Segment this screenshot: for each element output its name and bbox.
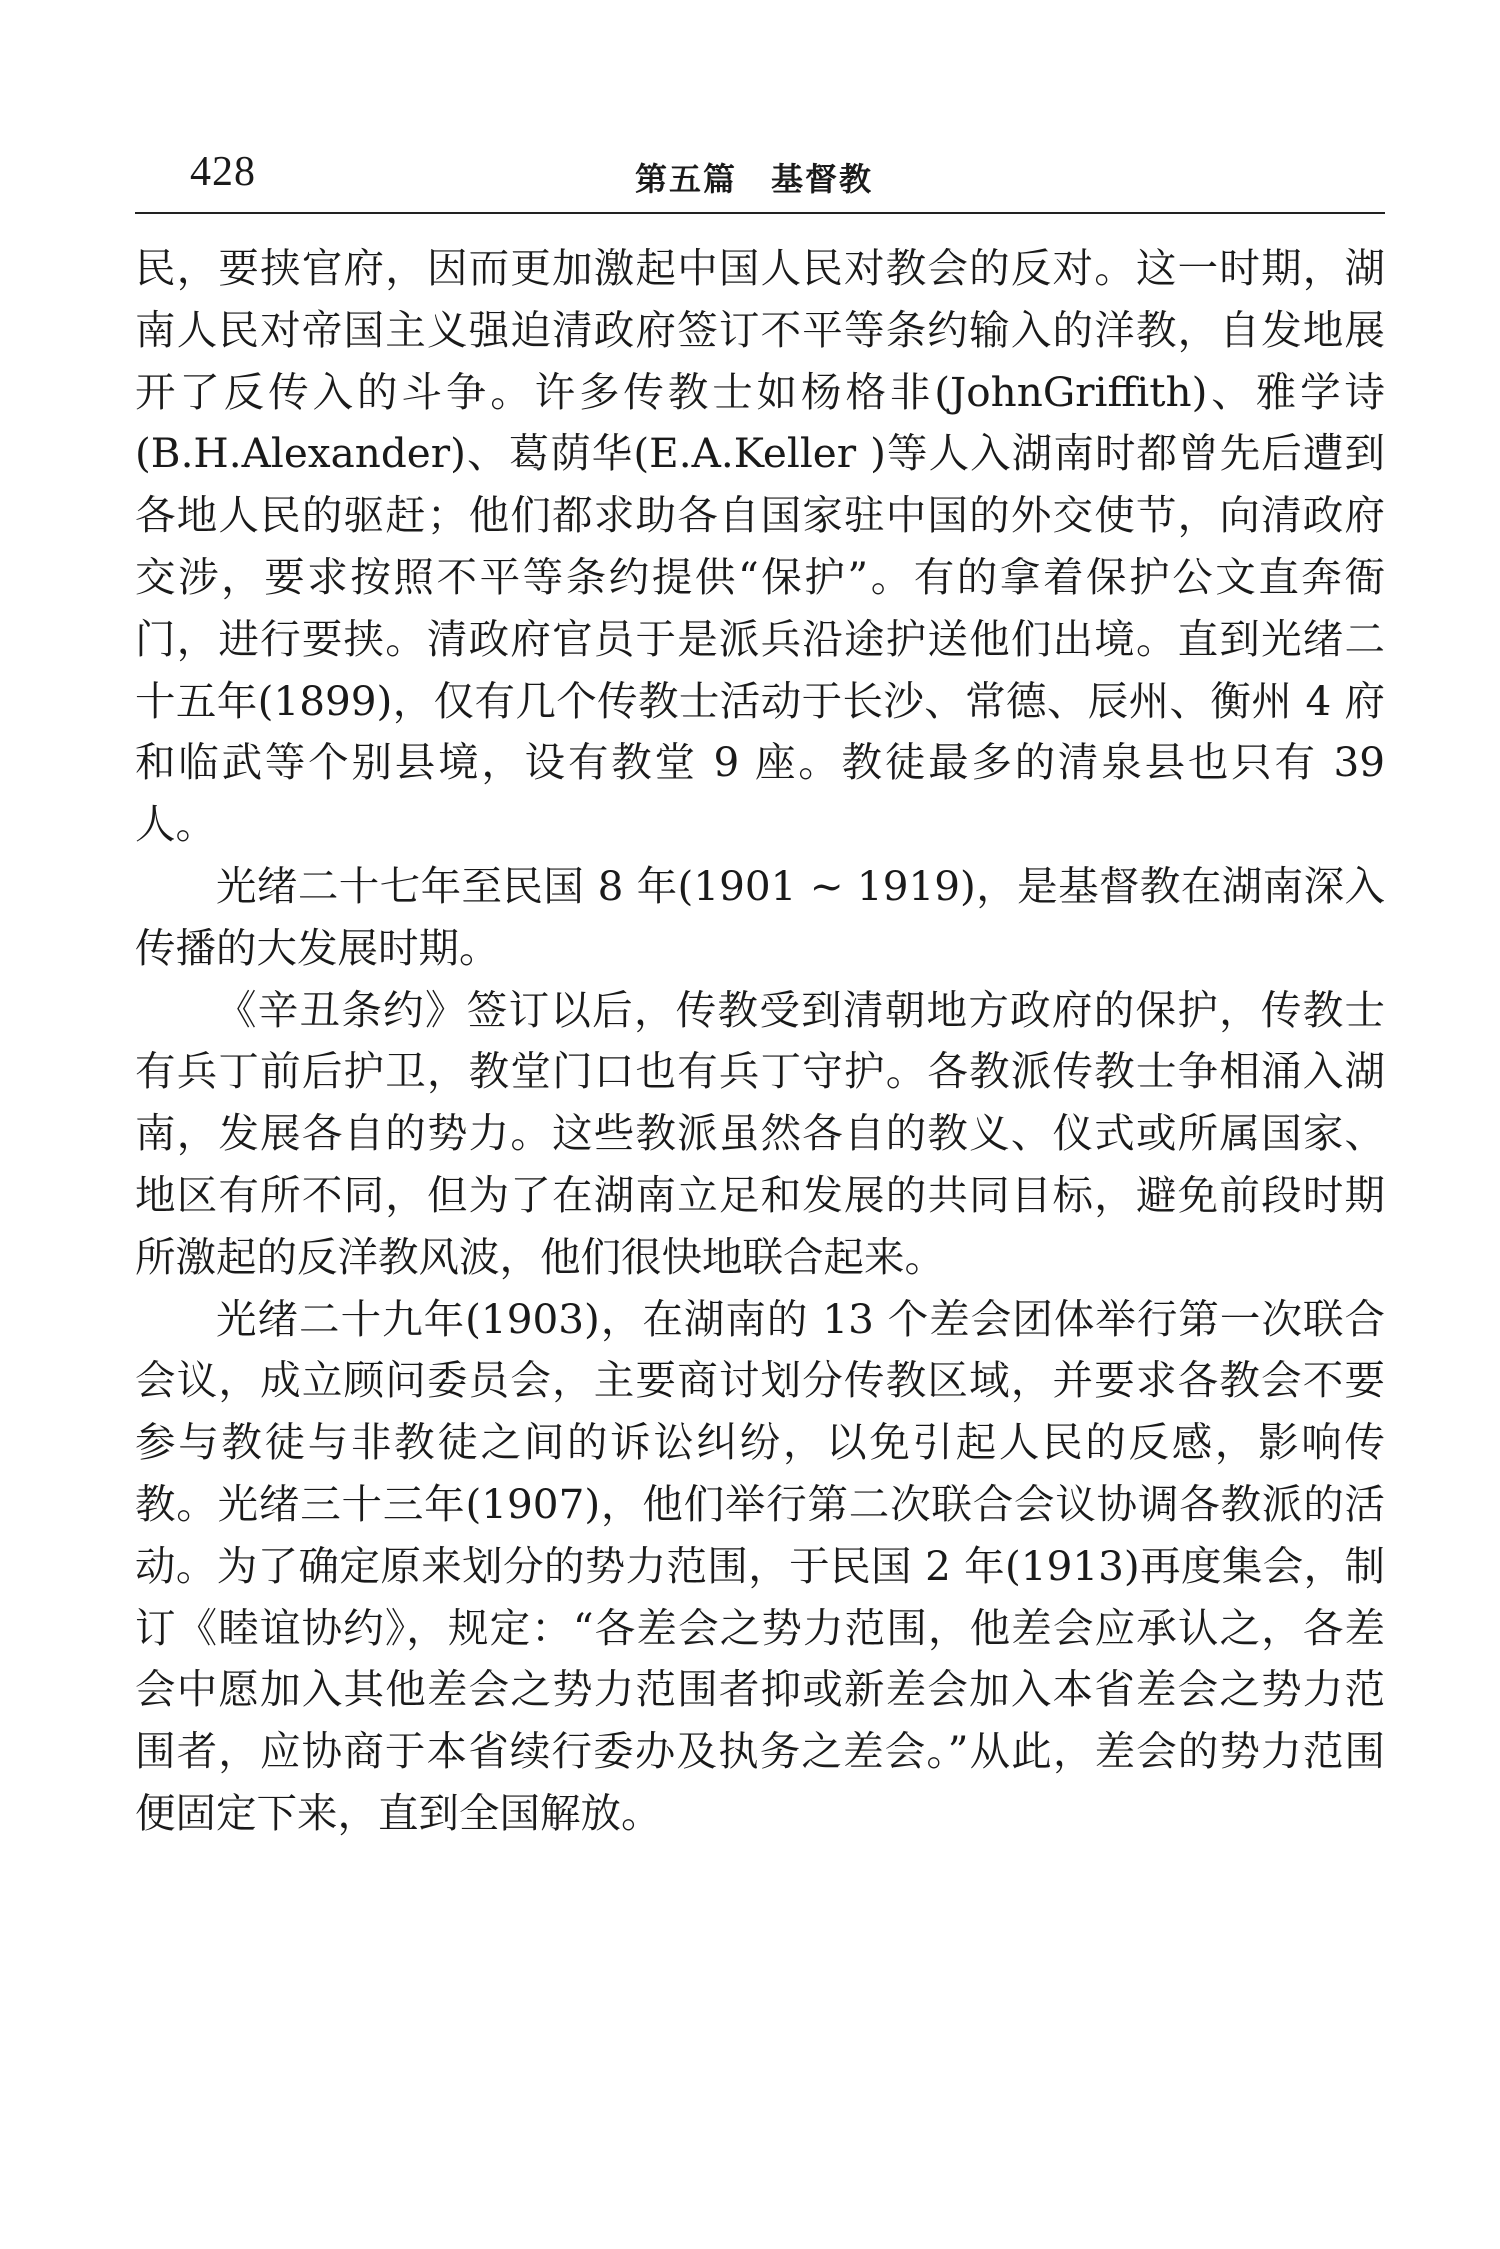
running-title: 第五篇 基督教 [635,160,874,198]
page-number: 428 [190,149,256,195]
paragraph: 光绪二十九年(1903)，在湖南的 13 个差会团体举行第一次联合会议，成立顾问委员会，主要商讨划分传教区域，并要求各教会不要参与教徒与非教徒之间的诉讼纠纷，以免引起人民的反感，影响传教。光绪三十三年(1907)，他们举行第二次联合会议协调各教派的活动。为了确定原来划分的势力范围，于民国 2 年(1913)再度集会，制订《睦谊协约》，规定：“各差会之势力范围，他差会应承认之，各差会中愿加入其他差会之势力范围者抑或新差会加入本省差会之势力范围者，应协商于本省续行委办及执务之差会。”从此，差会的势力范围便固定下来，直到全国解放。 [135,1294,1385,1837]
page-header [135,140,1385,200]
paragraph: 光绪二十七年至民国 8 年(1901 ~ 1919)，是基督教在湖南深入传播的大发展时期。 [135,861,1385,972]
paragraph-continuation: 民，要挟官府，因而更加激起中国人民对教会的反对。这一时期，湖南人民对帝国主义强迫清政府签订不平等条约输入的洋教，自发地展开了反传入的斗争。许多传教士如杨格非(JohnGriffith)、雅学诗(B.H.Alexander)、葛荫华(E.A.Keller )等人入湖南时都曾先后遭到各地人民的驱赶；他们都求助各自国家驻中国的外交使节，向清政府交涉，要求按照不平等条约提供“保护”。有的拿着保护公文直奔衙门，进行要挟。清政府官员于是派兵沿途护送他们出境。直到光绪二十五年(1899)，仅有几个传教士活动于长沙、常德、辰州、衡州 4 府和临武等个别县境，设有教堂 9 座。教徒最多的清泉县也只有 39 人。 [135,244,1385,849]
paragraph: 《辛丑条约》签订以后，传教受到清朝地方政府的保护，传教士有兵丁前后护卫，教堂门口也有兵丁守护。各教派传教士争相涌入湖南，发展各自的势力。这些教派虽然各自的教义、仪式或所属国家、地区有所不同，但为了在湖南立足和发展的共同目标，避免前段时期所激起的反洋教风波，他们很快地联合起来。 [135,985,1385,1281]
body-text [135,238,1385,1845]
header-divider [135,212,1385,214]
